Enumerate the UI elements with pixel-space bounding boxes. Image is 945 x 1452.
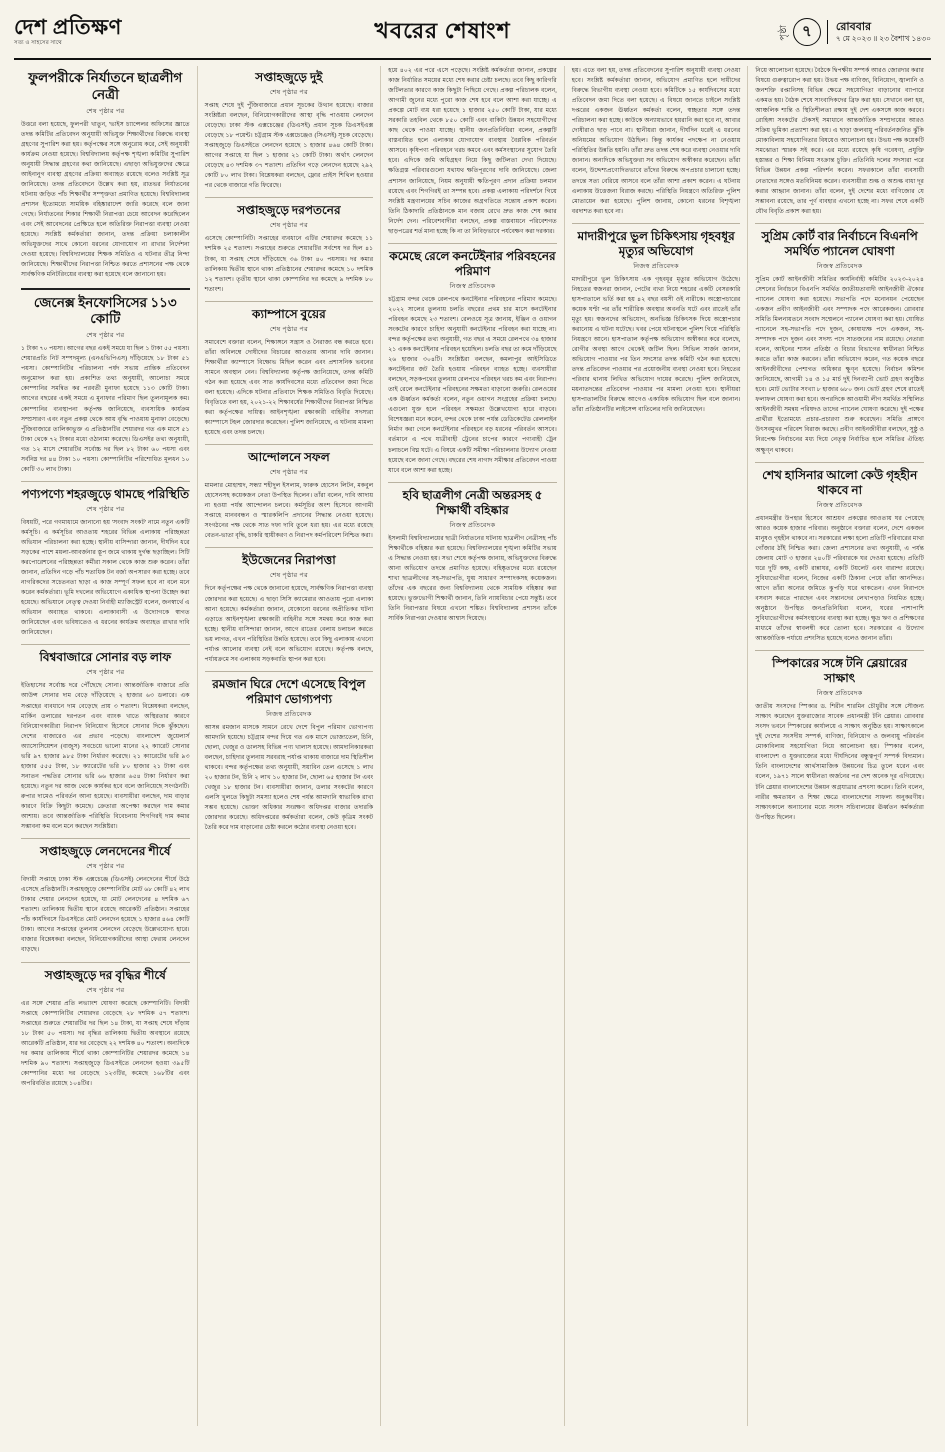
byline: শেষ পৃষ্ঠার পর bbox=[269, 222, 308, 230]
byline: নিজস্ব প্রতিবেদক bbox=[449, 521, 496, 529]
byline: নিজস্ব প্রতিবেদক bbox=[816, 690, 863, 698]
article-movement bbox=[205, 450, 374, 541]
article-body: নিয়ে আলোচনা হয়েছে। বৈঠকে দ্বিপক্ষীয় সম্পর্ক আরও জোরদার করার বিষয়ে গুরুত্বারোপ করা হয়। উভয় পক্ষ বাণিজ্য, বিনিয়োগ, জ্বালানি ও জনশক্তি রপ্তানিসহ বিভিন্ন ক্ষেত্রে সহযোগিতা বাড়ানোর ব্যাপারে একমত হয়। বৈঠক শেষে সাংবাদিকদের ব্রিফ করা হয়। সেখানে বলা হয়, আঞ্চলিক শান্তি ও স্থিতিশীলতা রক্ষায় দুই দেশ একসঙ্গে কাজ করবে। রোহিঙ্গা সংকটের টেকসই সমাধানে আন্তর্জাতিক সম্প্রদায়ের আরও সক্রিয় ভূমিকা প্রত্যাশা করা হয়। এ ছাড়া জলবায়ু পরিবর্তনজনিত ঝুঁকি মোকাবিলায় সহযোগিতার বিষয়েও আলোচনা হয়। উভয় পক্ষ কয়েকটি সমঝোতা স্মারক সই করে। এর মধ্যে রয়েছে কৃষি গবেষণা, প্রযুক্তি হস্তান্তর ও শিক্ষা বিনিময় সংক্রান্ত চুক্তি। প্রতিনিধি দলের সদস্যরা পরে বিভিন্ন উন্নয়ন প্রকল্প পরিদর্শন করেন। সফরকালে তাঁরা ব্যবসায়ী নেতাদের সঙ্গেও মতবিনিময় করেন। ব্যবসায়ীরা শুল্ক ও অশুল্ক বাধা দূর করার আহ্বান জানান। তাঁরা বলেন, দুই দেশের মধ্যে বাণিজ্যের যে সম্ভাবনা রয়েছে, তার পূর্ণ ব্যবহার এখনো হচ্ছে না। সফর শেষে একটি যৌথ বিবৃতি প্রকাশ করা হয়। bbox=[755, 67, 924, 215]
divider bbox=[205, 301, 374, 302]
divider bbox=[755, 223, 924, 224]
page-info bbox=[691, 18, 931, 46]
headline: জেনেক্স ইনফোসিসের ১১৩ কোটি bbox=[33, 294, 177, 327]
article-gold bbox=[21, 650, 190, 832]
byline: শেষ পৃষ্ঠার পর bbox=[86, 669, 125, 677]
article-body: ইসলামী বিশ্ববিদ্যালয়ের ছাত্রী নির্যাতনের ঘটনায় ছাত্রলীগ নেত্রীসহ পাঁচ শিক্ষার্থীকে বহিষ্কার করা হয়েছে। বিশ্ববিদ্যালয়ের শৃঙ্খলা কমিটির সভায় এ সিদ্ধান্ত নেওয়া হয়। সভা শেষে কর্তৃপক্ষ জানায়, অভিযুক্তদের বিরুদ্ধে আনা অভিযোগ তদন্তে প্রমাণিত হয়েছে। বহিষ্কৃতদের মধ্যে রয়েছেন শাখা ছাত্রলীগের সহ-সভাপতি, যুগ্ম সাধারণ সম্পাদকসহ কয়েকজন। তাঁদের এক বছরের জন্য বিশ্ববিদ্যালয় থেকে সাময়িক বহিষ্কার করা হয়েছে। ভুক্তভোগী শিক্ষার্থী জানান, তিনি ন্যায়বিচার পেয়ে সন্তুষ্ট। তবে তিনি নিরাপত্তার বিষয়ে এখনো শঙ্কিত। বিশ্ববিদ্যালয় প্রশাসন তাঁকে সার্বিক নিরাপত্তা দেওয়ার আশ্বাস দিয়েছে। bbox=[388, 534, 557, 623]
byline: শেষ পৃষ্ঠার পর bbox=[269, 89, 308, 96]
article-body: মামলার মোহাম্মদ, সন্ধ্যা শহীদুল ইসলাম, ফারুক হোসেন লিটন, মকবুল হোসেনসহ কয়েকজন নেতা উপস্থিত ছিলেন। তাঁরা বলেন, দাবি আদায় না হওয়া পর্যন্ত আন্দোলন চলবে। কর্মসূচির অংশ হিসেবে আগামী সপ্তাহে মানববন্ধন ও স্মারকলিপি প্রদানের সিদ্ধান্ত নেওয়া হয়েছে। সংগঠনের পক্ষ থেকে সাত দফা দাবি তুলে ধরা হয়। এর মধ্যে রয়েছে বেতন-ভাতা বৃদ্ধি, চাকরি স্থায়ীকরণ ও নিরাপদ কর্মপরিবেশ নিশ্চিত করা। bbox=[204, 482, 374, 540]
article-gainer-top bbox=[21, 968, 190, 1089]
article-body: উত্তরে বলা হয়েছে, ফুলপরী খাতুন, 'ভাইস চ্যান্সেলর অফিসের জ্ঞাতে তদন্ত কমিটির প্রতিবেদন অনুযায়ী অভিযুক্ত শিক্ষার্থীদের বিরুদ্ধে ব্যবস্থা গ্রহণের সুপারিশ করা হয়। কর্তৃপক্ষের সঙ্গে অনুরোধ করে, সেই অনুযায়ী কার্যক্রম নেওয়া হয়েছে। বিশ্ববিদ্যালয় কর্তৃপক্ষ শৃঙ্খলা কমিটির সুপারিশ অনুযায়ী সিদ্ধান্ত গ্রহণের কথা জানিয়েছে। এছাড়া অভিযুক্তদের ক্ষেত্রে আইনানুগ ব্যবস্থা গ্রহণের প্রক্রিয়া অব্যাহত রয়েছে বলেও সংশ্লিষ্ট সূত্র জানিয়েছে। তদন্ত প্রতিবেদনে উল্লেখ করা হয়, রাতভর নির্যাতনের ঘটনায় জড়িত পাঁচ শিক্ষার্থীর সম্পৃক্ততা প্রমাণিত হয়েছে। বিশ্ববিদ্যালয় প্রশাসন ইতোমধ্যে সাময়িক বহিষ্কারাদেশ জারি করেছে বলে জানা গেছে। নির্যাতনের শিকার শিক্ষার্থী নিরাপত্তা চেয়ে আবেদন করেছিলেন এবং সেই আবেদনের প্রেক্ষিতে হলে অতিরিক্ত নিরাপত্তা ব্যবস্থা নেওয়া হয়েছে। সংশ্লিষ্ট কর্মকর্তারা জানান, তদন্ত প্রক্রিয়া চলাকালীন অভিযুক্তদের সাথে কোনো ধরনের যোগাযোগ না রাখার নির্দেশনা দেওয়া হয়েছে। বিশ্ববিদ্যালয়ের শিক্ষক সমিতিও এ ঘটনার তীব্র নিন্দা জানিয়েছে। শিক্ষার্থীদের নিরাপত্তা নিশ্চিত করতে প্রশাসনের পক্ষ থেকে সার্বক্ষণিক মনিটরিংয়ের ব্যবস্থা করা হয়েছে বলে জানানো হয়। bbox=[21, 120, 190, 279]
column-4 bbox=[565, 66, 749, 1426]
article-turnover-top bbox=[21, 844, 190, 955]
article-week-two bbox=[205, 70, 374, 191]
headline: স্পিকারের সঙ্গে টনি ব্লেয়ারের সাক্ষাৎ bbox=[772, 656, 908, 686]
divider bbox=[205, 671, 374, 672]
headline: ইউজেনের নিরাপত্তা bbox=[242, 553, 336, 568]
article-campus bbox=[205, 307, 374, 438]
byline: শেষ পৃষ্ঠার পর bbox=[269, 325, 308, 333]
divider bbox=[21, 288, 190, 290]
article-body: বিদায়ী সপ্তাহে ঢাকা স্টক এক্সচেঞ্জে (ডিএসই) লেনদেনের শীর্ষে উঠে এসেছে প্রতিষ্ঠানটি। সপ্তাহজুড়ে কোম্পানিটির মোট ৬৮ কোটি ৪২ লাখ টাকার শেয়ার লেনদেন হয়েছে, যা মোট লেনদেনের ৪ দশমিক ৬৭ শতাংশ। তালিকায় দ্বিতীয় স্থানে রয়েছে আরেকটি প্রতিষ্ঠান। সপ্তাহের পাঁচ কার্যদিবসে ডিএসইতে মোট লেনদেন হয়েছে ১ হাজার ৪৬৪ কোটি টাকা। আগের সপ্তাহের তুলনায় লেনদেন বেড়েছে উল্লেখযোগ্য হারে। বাজার বিশ্লেষকরা বলছেন, বিনিয়োগকারীদের আস্থা ফেরায় লেনদেন বাড়ছে। bbox=[21, 876, 190, 954]
byline: শেষ পৃষ্ঠার পর bbox=[86, 107, 125, 115]
article-jump-e1 bbox=[755, 66, 924, 217]
article-body: এসেছে কোম্পানিটি। সপ্তাহের ব্যবধানে এটির শেয়ারদর কমেছে ১১ দশমিক ২৫ শতাংশ। সপ্তাহের শুরুতে শেয়ারটির সর্বশেষ দর ছিল ৪১ টাকা, যা সপ্তাহ শেষে দাঁড়িয়েছে ৩৬ টাকা ৪০ পয়সায়। দর কমার তালিকায় দ্বিতীয় স্থানে থাকা প্রতিষ্ঠানের শেয়ারদর কমেছে ১০ দশমিক ১২ শতাংশ। তৃতীয় স্থানে থাকা কোম্পানির দর কমেছে ৯ দশমিক ৮০ শতাংশ। bbox=[204, 235, 374, 293]
article-body: বিষয়টি, পরে গণমাধ্যমে জানানো হয় 'সংবাদ সংকট' নামে নতুন একটি কর্মসূচি। এ কর্মসূচির আওতায় শহরের বিভিন্ন এলাকায় পরিচ্ছন্নতা অভিযান পরিচালনা করা হচ্ছে। স্থানীয় বাসিন্দারা জানান, দীর্ঘদিন ধরে সড়কের পাশে ময়লা-আবর্জনার স্তূপ জমে থাকায় দুর্গন্ধ ছড়াচ্ছিল। সিটি করপোরেশনের পরিচ্ছন্নতা কর্মীরা সকাল থেকে কাজ শুরু করেন। তাঁরা জানান, প্রতিদিন গড়ে পাঁচ শতাধিক টন বর্জ্য অপসারণ করা হচ্ছে। তবে নাগরিকদের সচেতনতা ছাড়া এ কাজ সম্পূর্ণ সফল হবে না বলে মনে করেন কর্মকর্তারা। ভূমি দখলের অভিযোগে একাধিক স্থাপনা উচ্ছেদ করা হয়েছে। অভিযানে নেতৃত্ব দেওয়া নির্বাহী ম্যাজিস্ট্রেট বলেন, জনস্বার্থে এ অভিযান অব্যাহত থাকবে। এলাকাবাসী এ উদ্যোগকে স্বাগত জানিয়েছেন এবং ভবিষ্যতেও এ ধরনের কার্যক্রম অব্যাহত রাখার দাবি জানিয়েছেন। bbox=[21, 518, 190, 637]
headline: পণ্যপণ্যে শহরজুড়ে থামছে পরিস্থিতি bbox=[21, 486, 190, 501]
headline: বিশ্ববাজারে সোনার বড় লাফ bbox=[39, 650, 172, 665]
headline: সপ্তাহজুড়ে দর বৃদ্ধির শীর্ষে bbox=[44, 967, 166, 982]
headline: কমেছে রেলে কনটেইনার পরিবহনের পরিমাণ bbox=[389, 248, 556, 278]
logo-title: দেশ প্রতিক্ষণ bbox=[14, 15, 122, 40]
divider bbox=[755, 462, 924, 463]
column-2 bbox=[198, 66, 382, 1426]
article-loser-top bbox=[205, 203, 374, 294]
byline: নিজস্ব প্রতিবেদক bbox=[449, 282, 496, 290]
article-genex bbox=[21, 295, 190, 475]
headline: হবি ছাত্রলীগ নেত্রী অন্তরসহ ৫ শিক্ষার্থী বহিষ্কার bbox=[402, 487, 543, 517]
divider bbox=[205, 197, 374, 198]
article-fulpori bbox=[21, 70, 190, 281]
headline: সপ্তাহজুড়ে দুই bbox=[255, 70, 323, 84]
divider bbox=[755, 650, 924, 651]
article-ramadan-goods bbox=[205, 677, 374, 834]
headline: সপ্তাহজুড়ে লেনদেনের শীর্ষে bbox=[40, 844, 171, 859]
headline: মাদারীপুরে ভুল চিকিৎসায় গৃহবধূর মৃত্যুর অভিযোগ bbox=[577, 228, 735, 258]
headline: রমজান ঘিরে দেশে এসেছে বিপুল পরিমাণ ভোগ্যপণ্য bbox=[212, 676, 366, 706]
byline: শেষ পৃষ্ঠার পর bbox=[269, 469, 308, 477]
byline: শেষ পৃষ্ঠার পর bbox=[86, 332, 125, 340]
article-grid bbox=[14, 66, 931, 1426]
logo-tagline: সত্য ও সাহসের সাথে bbox=[14, 39, 62, 46]
page-number: ৭ bbox=[793, 18, 821, 46]
headline: শেখ হাসিনার আলো কেউ গৃহহীন থাকবে না bbox=[762, 467, 918, 497]
divider bbox=[388, 482, 557, 483]
article-body: জাতীয় সংসদের স্পিকার ড. শিরীন শারমিন চৌধুরীর সঙ্গে সৌজন্য সাক্ষাৎ করেছেন যুক্তরাজ্যের সাবেক প্রধানমন্ত্রী টনি ব্লেয়ার। রোববার সংসদ ভবনে স্পিকারের কার্যালয়ে এ সাক্ষাৎ অনুষ্ঠিত হয়। সাক্ষাৎকালে দুই দেশের সংসদীয় সম্পর্ক, বাণিজ্য, বিনিয়োগ ও জলবায়ু পরিবর্তন মোকাবিলায় সহযোগিতা নিয়ে আলোচনা হয়। স্পিকার বলেন, বাংলাদেশ ও যুক্তরাজ্যের মধ্যে দীর্ঘদিনের বন্ধুত্বপূর্ণ সম্পর্ক বিদ্যমান। তিনি বাংলাদেশের আর্থসামাজিক উন্নয়নের চিত্র তুলে ধরেন এবং বলেন, ১৯৭১ সালে স্বাধীনতা অর্জনের পর দেশ অনেক দূর এগিয়েছে। টনি ব্লেয়ার বাংলাদেশের উন্নয়ন অগ্রযাত্রার প্রশংসা করেন। তিনি বলেন, নারীর ক্ষমতায়ন ও শিক্ষা ক্ষেত্রে বাংলাদেশের সাফল্য অনুকরণীয়। সাক্ষাৎকালে অন্যান্যের মধ্যে সংসদ সচিবালয়ের ঊর্ধ্বতন কর্মকর্তারা উপস্থিত ছিলেন। bbox=[755, 703, 924, 821]
article-body: ইতিহাসের সর্বোচ্চ দরে পৌঁছেছে সোনা। আন্তর্জাতিক বাজারে প্রতি আউন্স সোনার দাম বেড়ে দাঁড়িয়েছে ২ হাজার ৬৩ ডলারে। এক সপ্তাহের ব্যবধানে দাম বেড়েছে প্রায় ৩ শতাংশ। বিশ্লেষকরা বলছেন, মার্কিন ডলারের দরপতন এবং ব্যাংক খাতে অস্থিরতার কারণে বিনিয়োগকারীরা নিরাপদ বিনিয়োগ হিসেবে সোনার দিকে ঝুঁকছেন। দেশের বাজারেও এর প্রভাব পড়েছে। বাংলাদেশ জুয়েলার্স অ্যাসোসিয়েশন (বাজুস) সবচেয়ে ভালো মানের ২২ ক্যারেট সোনার ভরি ৯৭ হাজার ৯৮৫ টাকা নির্ধারণ করেছে। ২১ ক্যারেটের ভরি ৯৩ হাজার ৫৫৫ টাকা, ১৮ ক্যারেটের ভরি ৮০ হাজার ২১ টাকা এবং সনাতন পদ্ধতির সোনার ভরি ৬৬ হাজার ৬৫৪ টাকা নির্ধারণ করা হয়েছে। নতুন দর আজ থেকে কার্যকর হবে বলে জানিয়েছে সংগঠনটি। রুপার দামেও পরিবর্তন আনা হয়েছে। ব্যবসায়ীরা বলছেন, দাম বাড়ার কারণে বিক্রি কিছুটা কমেছে। ক্রেতারা অপেক্ষা করছেন দাম কমার আশায়। তবে আন্তর্জাতিক পরিস্থিতি বিবেচনায় শিগগিরই দাম কমার সম্ভাবনা কম বলে মনে করছেন সংশ্লিষ্টরা। bbox=[21, 682, 190, 831]
byline: শেষ পৃষ্ঠার পর bbox=[86, 505, 125, 513]
column-3 bbox=[381, 66, 565, 1426]
byline: নিজস্ব প্রতিবেদক bbox=[816, 262, 863, 270]
article-body: চট্টগ্রাম বন্দর থেকে রেলপথে কনটেইনার পরিবহনের পরিমাণ কমেছে। ২০২২ সালের তুলনায় চলতি বছরের প্রথম চার মাসে কনটেইনার পরিবহন কমেছে ২৩ শতাংশ। রেলওয়ে সূত্র জানায়, ইঞ্জিন ও ওয়াগন সংকটের কারণে চাহিদা অনুযায়ী কনটেইনার পরিবহন করা যাচ্ছে না। বন্দর কর্তৃপক্ষের তথ্য অনুযায়ী, গত বছর এ সময়ে রেলপথে ৩৪ হাজার ২১ একক কনটেইনার পরিবহন হয়েছিল। চলতি বছর তা কমে দাঁড়িয়েছে ২৬ হাজার ৩০৪টি। সংশ্লিষ্টরা বলছেন, কমলাপুর আইসিডিতে কনটেইনার জট তৈরি হওয়ায় পরিবহন ব্যাহত হচ্ছে। ব্যবসায়ীরা বলছেন, সড়কপথের তুলনায় রেলপথে পরিবহন খরচ কম এবং নিরাপদ। তাই রেলে কনটেইনার পরিবহনের সক্ষমতা বাড়ানো জরুরি। রেলওয়ের এক ঊর্ধ্বতন কর্মকর্তা বলেন, নতুন ওয়াগন সংগ্রহের প্রক্রিয়া চলছে। এগুলো যুক্ত হলে পরিবহন সক্ষমতা উল্লেখযোগ্য হারে বাড়বে। বিশেষজ্ঞরা মনে করেন, বন্দর থেকে ঢাকা পর্যন্ত ডেডিকেটেড রেললাইন নির্মাণ করা গেলে কনটেইনার পরিবহনে বড় ধরনের পরিবর্তন আসবে। বর্তমানে এ পথে যাত্রীবাহী ট্রেনের চাপের কারণে পণ্যবাহী ট্রেন চলাচলে বিঘ্ন ঘটে। এ বিষয়ে একটি সমীক্ষা পরিচালনার উদ্যোগ নেওয়া হয়েছে বলে জানা গেছে। বছরের শেষ নাগাদ সমীক্ষার প্রতিবেদন পাওয়া যাবে বলে আশা করা হচ্ছে। bbox=[388, 295, 557, 474]
article-jump-c1 bbox=[388, 66, 557, 237]
article-body: হয়। এতে বলা হয়, তদন্ত প্রতিবেদনের সুপারিশ অনুযায়ী ব্যবস্থা নেওয়া হবে। সংশ্লিষ্ট কর্মকর্তারা জানান, অভিযোগ প্রমাণিত হলে দায়ীদের বিরুদ্ধে বিভাগীয় ব্যবস্থা নেওয়া হবে। কমিটিকে ১৫ কার্যদিবসের মধ্যে প্রতিবেদন জমা দিতে বলা হয়েছে। এ বিষয়ে জানতে চাইলে সংশ্লিষ্ট দপ্তরের একজন ঊর্ধ্বতন কর্মকর্তা বলেন, স্বচ্ছতার সঙ্গে তদন্ত পরিচালনা করা হচ্ছে। কাউকে অন্যায়ভাবে হয়রানি করা হবে না, আবার দোষীরাও ছাড় পাবে না। স্থানীয়রা জানান, দীর্ঘদিন ধরেই এ ধরনের অনিয়মের অভিযোগ উঠছিল। কিন্তু কার্যকর পদক্ষেপ না নেওয়ায় পরিস্থিতির উন্নতি হয়নি। তাঁরা দ্রুত তদন্ত শেষ করে ব্যবস্থা নেওয়ার দাবি জানান। অন্যদিকে অভিযুক্তরা সব অভিযোগ অস্বীকার করেছেন। তাঁরা বলেন, উদ্দেশ্যপ্রণোদিতভাবে তাঁদের বিরুদ্ধে অপপ্রচার চালানো হচ্ছে। তদন্তে সত্য বেরিয়ে আসবে বলে তাঁরা আশা প্রকাশ করেন। এ ঘটনায় এলাকায় উত্তেজনা বিরাজ করছে। পরিস্থিতি নিয়ন্ত্রণে অতিরিক্ত পুলিশ মোতায়েন করা হয়েছে। পুলিশ জানায়, কোনো ধরনের বিশৃঙ্খলা বরদাশত করা হবে না। bbox=[571, 67, 741, 215]
headline: আন্দোলনে সফল bbox=[248, 450, 330, 465]
masthead bbox=[14, 10, 931, 60]
byline: নিজস্ব প্রতিবেদক bbox=[266, 710, 312, 718]
divider bbox=[21, 962, 190, 963]
divider bbox=[388, 243, 557, 244]
article-hobi-expelled bbox=[388, 488, 557, 624]
byline: নিজস্ব প্রতিবেদক bbox=[633, 262, 679, 270]
headline: ফুলপরীকে নির্যাতনে ছাত্রলীগ নেত্রী bbox=[28, 70, 183, 102]
day-name: রোববার bbox=[835, 20, 872, 33]
article-body: সপ্তাহ শেষে দুই পুঁজিবাজারে প্রধান সূচকের উত্থান হয়েছে। বাজার সংশ্লিষ্টরা বলছেন, বিনিয়োগকারীদের আস্থা বৃদ্ধি পাওয়ায় লেনদেন বেড়েছে। ঢাকা স্টক এক্সচেঞ্জের (ডিএসই) প্রধান সূচক ডিএসইএক্স বেড়েছে ১৮ পয়েন্ট। চট্টগ্রাম স্টক এক্সচেঞ্জেও (সিএসই) সূচক বেড়েছে। সপ্তাহজুড়ে ডিএসইতে লেনদেন হয়েছে ১ হাজার ৪৬৪ কোটি টাকা। আগের সপ্তাহে যা ছিল ১ হাজার ২১ কোটি টাকা। অর্থাৎ লেনদেন বেড়েছে ৪৩ দশমিক ৩৭ শতাংশ। প্রতিদিন গড়ে লেনদেন হয়েছে ২৯২ কোটি ৮০ লাখ টাকা। বিশ্লেষকরা বলছেন, ফ্লোর প্রাইস শিথিল হওয়ার পর থেকে বাজারে গতি ফিরেছে। bbox=[204, 102, 374, 190]
newspaper-logo[interactable] bbox=[14, 16, 194, 47]
article-security bbox=[205, 553, 374, 664]
divider bbox=[21, 838, 190, 839]
byline: শেষ পৃষ্ঠার পর bbox=[86, 863, 125, 871]
page-title: খবরের শেষাংশ bbox=[374, 17, 511, 43]
divider bbox=[205, 444, 374, 445]
divider bbox=[21, 481, 190, 482]
date-block bbox=[827, 20, 931, 44]
page-badge bbox=[775, 18, 821, 46]
date-line: ৭ মে ২০২৩ ॥ ২৩ বৈশাখ ১৪৩০ bbox=[835, 34, 931, 44]
article-supreme-court-bar bbox=[755, 229, 924, 456]
article-body: হয়ে ৪০২ এর পরে এসে পড়েছে। সংশ্লিষ্ট কর্মকর্তারা জানান, প্রকল্পের কাজ নির্ধারিত সময়ের মধ্যে শেষ করার চেষ্টা চলছে। তবে কিছু কারিগরি জটিলতার কারণে কাজ কিছুটা পিছিয়ে গেছে। প্রকল্প পরিচালক বলেন, আগামী জুনের মধ্যে পুরো কাজ শেষ হবে বলে আশা করা যাচ্ছে। এ প্রকল্পে মোট ব্যয় ধরা হয়েছে ১ হাজার ২৫০ কোটি টাকা, যার মধ্যে সরকারি তহবিল থেকে ৮৫০ কোটি এবং বাকিটা উন্নয়ন সহযোগীদের কাছ থেকে পাওয়া যাচ্ছে। স্থানীয় জনপ্রতিনিধিরা বলেন, প্রকল্পটি বাস্তবায়িত হলে এলাকার যোগাযোগ ব্যবস্থায় বৈপ্লবিক পরিবর্তন আসবে। কৃষিপণ্য পরিবহনে খরচ কমবে এবং কর্মসংস্থানের সুযোগ তৈরি হবে। এদিকে জমি অধিগ্রহণ নিয়ে কিছু জটিলতা দেখা দিয়েছে। ক্ষতিগ্রস্ত পরিবারগুলো যথাযথ ক্ষতিপূরণের দাবি জানিয়েছে। জেলা প্রশাসন জানিয়েছে, নিয়ম অনুযায়ী ক্ষতিপূরণ প্রদান প্রক্রিয়া চলমান রয়েছে এবং শিগগিরই তা সম্পন্ন হবে। প্রকল্প এলাকায় পরিদর্শনে গিয়ে সংশ্লিষ্ট মন্ত্রণালয়ের সচিব কাজের অগ্রগতিতে সন্তোষ প্রকাশ করেন। তিনি ঠিকাদারি প্রতিষ্ঠানকে মান বজায় রেখে দ্রুত কাজ শেষ করার নির্দেশ দেন। পরিবেশবাদীরা বলছেন, প্রকল্প বাস্তবায়নে পরিবেশগত ছাড়পত্রের শর্ত মানা হচ্ছে কি না তা নিবিড়ভাবে পর্যবেক্ষণ করা দরকার। bbox=[388, 67, 557, 235]
article-body: ১ টাকা ৭০ পয়সা। আগের বছর একই সময়ে যা ছিল ১ টাকা ৫৫ পয়সা। শেয়ারপ্রতি নিট সম্পদমূল্য (এনএভিপিএস) দাঁড়িয়েছে ১৮ টাকা ৫১ পয়সা। কোম্পানিটির পরিচালনা পর্ষদ সভায় প্রান্তিক প্রতিবেদন অনুমোদন করা হয়। প্রকাশিত তথ্য অনুযায়ী, আলোচ্য সময়ে কোম্পানির সমন্বিত কর পরবর্তী মুনাফা হয়েছে ১১৩ কোটি টাকা। আগের বছরের একই সময়ে এ মুনাফার পরিমাণ ছিল তুলনামূলক কম। কোম্পানির ব্যবস্থাপনা কর্তৃপক্ষ জানিয়েছে, ব্যবসায়িক কার্যক্রম সম্প্রসারণ এবং নতুন প্রকল্প থেকে আয় বৃদ্ধি পাওয়ায় মুনাফা বেড়েছে। পুঁজিবাজারে তালিকাভুক্ত এ প্রতিষ্ঠানটির শেয়ারদর গত এক মাসে ৫১ টাকা থেকে ৭২ টাকার মধ্যে ওঠানামা করেছে। ডিএসইর তথ্য অনুযায়ী, গত ১২ মাসে শেয়ারটির সর্বোচ্চ দর ছিল ৮২ টাকা ৬০ পয়সা এবং সর্বনিম্ন দর ৪৪ টাকা ১০ পয়সা। কোম্পানিটির পরিশোধিত মূলধন ১০ কোটি ৩০ লাখ টাকা। bbox=[21, 345, 190, 473]
byline: শেষ পৃষ্ঠার পর bbox=[86, 986, 125, 994]
article-madaripur-death bbox=[572, 229, 741, 416]
headline: সুপ্রিম কোর্ট বার নির্বাচনে বিএনপি সমর্থিত প্যানেল ঘোষণা bbox=[761, 228, 918, 258]
article-ponnopodo bbox=[21, 487, 190, 639]
headline: ক্যাম্পাসে বুয়ের bbox=[252, 306, 326, 321]
article-body: মাদারীপুরে ভুল চিকিৎসায় এক গৃহবধূর মৃত্যুর অভিযোগ উঠেছে। নিহতের স্বজনরা জানান, পেটের ব্যথা নিয়ে শহরের একটি বেসরকারি হাসপাতালে ভর্তি করা হয় ৪২ বছর বয়সী ওই নারীকে। অস্ত্রোপচারের কয়েক ঘণ্টা পর তাঁর শারীরিক অবস্থার অবনতি ঘটে এবং রাতেই তাঁর মৃত্যু হয়। স্বজনদের অভিযোগ, অনভিজ্ঞ চিকিৎসক দিয়ে অস্ত্রোপচার করানোয় এ ঘটনা ঘটেছে। খবর পেয়ে ঘটনাস্থলে পুলিশ গিয়ে পরিস্থিতি নিয়ন্ত্রণে আনে। হাসপাতাল কর্তৃপক্ষ অভিযোগ অস্বীকার করে বলেছে, রোগীর অবস্থা আগে থেকেই জটিল ছিল। সিভিল সার্জন জানান, অভিযোগ পাওয়ার পর তিন সদস্যের তদন্ত কমিটি গঠন করা হয়েছে। তদন্ত প্রতিবেদন পাওয়ার পর প্রয়োজনীয় ব্যবস্থা নেওয়া হবে। নিহতের পরিবার থানায় লিখিত অভিযোগ দায়ের করেছে। পুলিশ জানিয়েছে, ময়নাতদন্তের প্রতিবেদন পাওয়ার পর মামলা নেওয়া হবে। স্থানীয়রা হাসপাতালটির বিরুদ্ধে আগেও একাধিক অভিযোগ ছিল বলে জানান। তাঁরা প্রতিষ্ঠানটির লাইসেন্স বাতিলের দাবি জানিয়েছেন। bbox=[571, 275, 741, 414]
article-body: সুপ্রিম কোর্ট আইনজীবী সমিতির কার্যনির্বাহী কমিটির ২০২৩-২০২৪ সেশনের নির্বাচনে বিএনপি সমর্থিত জাতীয়তাবাদী আইনজীবী ঐক্যের প্যানেল ঘোষণা করা হয়েছে। সভাপতি পদে মনোনয়ন পেয়েছেন একজন প্রবীণ আইনজীবী এবং সম্পাদক পদে আরেকজন। রোববার সমিতি মিলনায়তনে সংবাদ সম্মেলনে প্যানেল ঘোষণা করা হয়। ঘোষিত প্যানেলে সহ-সভাপতি পদে দুজন, কোষাধ্যক্ষ পদে একজন, সহ-সম্পাদক পদে দুজন এবং সদস্য পদে সাতজনের নাম রয়েছে। নেতারা বলেন, আইনের শাসন প্রতিষ্ঠা ও বিচার বিভাগের স্বাধীনতা নিশ্চিত করতে তাঁরা কাজ করবেন। তাঁরা অভিযোগ করেন, গত কয়েক বছরে আইনজীবীদের পেশাগত অধিকার ক্ষুণ্ন হয়েছে। নির্বাচন কমিশন জানিয়েছে, আগামী ১৪ ও ১৫ মার্চ দুই দিনব্যাপী ভোট গ্রহণ অনুষ্ঠিত হবে। মোট ভোটার সংখ্যা ৮ হাজার ৬৮০ জন। ভোট গ্রহণ শেষে রাতেই ফলাফল ঘোষণা করা হবে। অপরদিকে আওয়ামী লীগ সমর্থিত সম্মিলিত আইনজীবী সমন্বয় পরিষদও তাদের প্যানেল ঘোষণা করেছে। দুই পক্ষের প্রার্থীরা ইতোমধ্যে প্রচার-প্রচারণা শুরু করেছেন। সমিতি প্রাঙ্গণে উৎসবমুখর পরিবেশ বিরাজ করছে। প্রবীণ আইনজীবীরা বলছেন, সুষ্ঠু ও নিরপেক্ষ নির্বাচনের মধ্য দিয়ে নেতৃত্ব নির্বাচিত হলে সমিতির ঐতিহ্য অক্ষুণ্ন থাকবে। bbox=[755, 275, 924, 454]
article-body: আসন্ন রমজান মাসকে সামনে রেখে দেশে বিপুল পরিমাণ ভোগ্যপণ্য আমদানি হয়েছে। চট্টগ্রাম বন্দর দিয়ে গত এক মাসে ভোজ্যতেল, চিনি, ছোলা, খেজুর ও ডালসহ বিভিন্ন পণ্য খালাস হয়েছে। আমদানিকারকরা বলছেন, চাহিদার তুলনায় সরবরাহ পর্যাপ্ত থাকায় বাজারে দাম স্থিতিশীল থাকবে। বন্দর কর্তৃপক্ষের তথ্য অনুযায়ী, সয়াবিন তেল এসেছে ১ লাখ ২০ হাজার টন, চিনি ২ লাখ ১০ হাজার টন, ছোলা ৬৫ হাজার টন এবং খেজুর ১৮ হাজার টন। ব্যবসায়ীরা জানান, ডলার সংকটের কারণে এলসি খুলতে কিছুটা সমস্যা হলেও শেষ পর্যন্ত আমদানি স্বাভাবিক রাখা সম্ভব হয়েছে। ভোক্তা অধিকার সংরক্ষণ অধিদপ্তর বাজার তদারকি জোরদার করেছে। অধিদপ্তরের কর্মকর্তারা বলেন, কেউ কৃত্রিম সংকট তৈরি করে দাম বাড়ানোর চেষ্টা করলে কঠোর ব্যবস্থা নেওয়া হবে। bbox=[204, 723, 374, 832]
column-1 bbox=[14, 66, 198, 1426]
article-body: দিনে কর্তৃপক্ষের পক্ষ থেকে জানানো হয়েছে, সার্বক্ষণিক নিরাপত্তা ব্যবস্থা জোরদার করা হয়েছে। এ ছাড়া সিসি ক্যামেরার আওতায় পুরো এলাকা আনা হয়েছে। কর্মকর্তারা জানান, যেকোনো ধরনের অপ্রীতিকর ঘটনা এড়াতে আইনশৃঙ্খলা রক্ষাকারী বাহিনীর সঙ্গে সমন্বয় করে কাজ করা হচ্ছে। স্থানীয় বাসিন্দারা জানান, আগে রাতের বেলায় চলাচল করতে ভয় লাগত, এখন পরিস্থিতির উন্নতি হয়েছে। তবে কিছু এলাকায় এখনো পর্যাপ্ত আলোর ব্যবস্থা নেই বলে অভিযোগ রয়েছে। কর্তৃপক্ষ বলছে, পর্যায়ক্রমে সব এলাকায় সড়কবাতি স্থাপন করা হবে। bbox=[204, 585, 374, 663]
page-label: পৃষ্ঠা bbox=[777, 23, 788, 41]
byline: নিজস্ব প্রতিবেদক bbox=[816, 501, 863, 509]
byline: শেষ পৃষ্ঠার পর bbox=[269, 572, 308, 580]
divider bbox=[205, 547, 374, 548]
article-body: এর সঙ্গে শেয়ার প্রতি লভ্যাংশ ঘোষণা করেছে কোম্পানিটি। বিদায়ী সপ্তাহে কোম্পানিটির শেয়ারদর বেড়েছে ২৮ দশমিক ৫৭ শতাংশ। সপ্তাহের শুরুতে শেয়ারটির দর ছিল ১৪ টাকা, যা সপ্তাহ শেষে দাঁড়ায় ১৮ টাকা ৫০ পয়সা। দর বৃদ্ধির তালিকায় দ্বিতীয় অবস্থানে রয়েছে আরেকটি প্রতিষ্ঠান, যার দর বেড়েছে ২২ দশমিক ৪০ শতাংশ। অন্যদিকে দর কমার তালিকায় শীর্ষে থাকা কোম্পানিটির শেয়ারদর কমেছে ১৪ দশমিক ৯০ শতাংশ। সপ্তাহজুড়ে ডিএসইতে লেনদেন হওয়া ৩৯৫টি কোম্পানির মধ্যে দর বেড়েছে ১২৩টির, কমেছে ১৬৮টির এবং অপরিবর্তিত রয়েছে ১০৪টির। bbox=[21, 999, 190, 1087]
article-body: প্রধানমন্ত্রীর উপহার হিসেবে আশ্রয়ণ প্রকল্পের আওতায় ঘর পেয়েছে আরও কয়েক হাজার পরিবার। অনুষ্ঠানে বক্তারা বলেন, দেশে একজন মানুষও গৃহহীন থাকবে না। সরকারের লক্ষ্য হলো প্রতিটি পরিবারের মাথা গোঁজার ঠাঁই নিশ্চিত করা। জেলা প্রশাসনের তথ্য অনুযায়ী, এ পর্যন্ত জেলায় মোট ৩ হাজার ২৪০টি পরিবারকে ঘর দেওয়া হয়েছে। প্রতিটি ঘরে দুটি কক্ষ, একটি রান্নাঘর, একটি টয়লেট এবং বারান্দা রয়েছে। সুবিধাভোগীরা বলেন, নিজের একটি ঠিকানা পেয়ে তাঁরা আনন্দিত। আগে তাঁরা অন্যের জমিতে ঝুপড়ি ঘরে থাকতেন। এখন নিরাপদে বসবাস করতে পারছেন এবং সন্তানদের লেখাপড়াও নিয়মিত হচ্ছে। অনুষ্ঠানে উপস্থিত জনপ্রতিনিধিরা বলেন, ঘরের পাশাপাশি সুবিধাভোগীদের কর্মসংস্থানের ব্যবস্থা করা হচ্ছে। ক্ষুদ্র ঋণ ও প্রশিক্ষণের মাধ্যমে তাঁদের স্বাবলম্বী করে তোলা হবে। সরকারের এ উদ্যোগ আন্তর্জাতিক পর্যায়ে প্রশংসিত হয়েছে বলেও জানান তাঁরা। bbox=[755, 514, 924, 643]
column-5 bbox=[748, 66, 931, 1426]
article-speaker-blair bbox=[755, 656, 924, 823]
divider bbox=[21, 644, 190, 645]
article-rail-container bbox=[388, 249, 557, 476]
article-hasina-housing bbox=[755, 468, 924, 645]
headline: সপ্তাহজুড়ে দরপতনের bbox=[237, 203, 341, 218]
article-jump-d1 bbox=[572, 66, 741, 217]
article-body: সমাবেশে বক্তারা বলেন, শিক্ষাঙ্গনে সন্ত্রাস ও নৈরাজ্য বন্ধ করতে হবে। তাঁরা অবিলম্বে দোষীদের বিচারের আওতায় আনার দাবি জানান। শিক্ষার্থীরা ক্যাম্পাসে বিক্ষোভ মিছিল করেন এবং প্রশাসনিক ভবনের সামনে অবস্থান নেন। বিশ্ববিদ্যালয় কর্তৃপক্ষ জানিয়েছে, তদন্ত কমিটি গঠন করা হয়েছে এবং সাত কার্যদিবসের মধ্যে প্রতিবেদন জমা দিতে বলা হয়েছে। এদিকে ঘটনার প্রতিবাদে শিক্ষক সমিতিও বিবৃতি দিয়েছে। বিবৃতিতে বলা হয়, ২০২১-২২ শিক্ষাবর্ষের শিক্ষার্থীদের নিরাপত্তা নিশ্চিত করা কর্তৃপক্ষের দায়িত্ব। আইনশৃঙ্খলা রক্ষাকারী বাহিনীর সদস্যরা ক্যাম্পাসে টহল জোরদার করেছেন। পুলিশ জানিয়েছে, এ ঘটনায় মামলা হয়েছে এবং তদন্ত চলছে। bbox=[204, 338, 374, 437]
divider bbox=[572, 223, 741, 224]
